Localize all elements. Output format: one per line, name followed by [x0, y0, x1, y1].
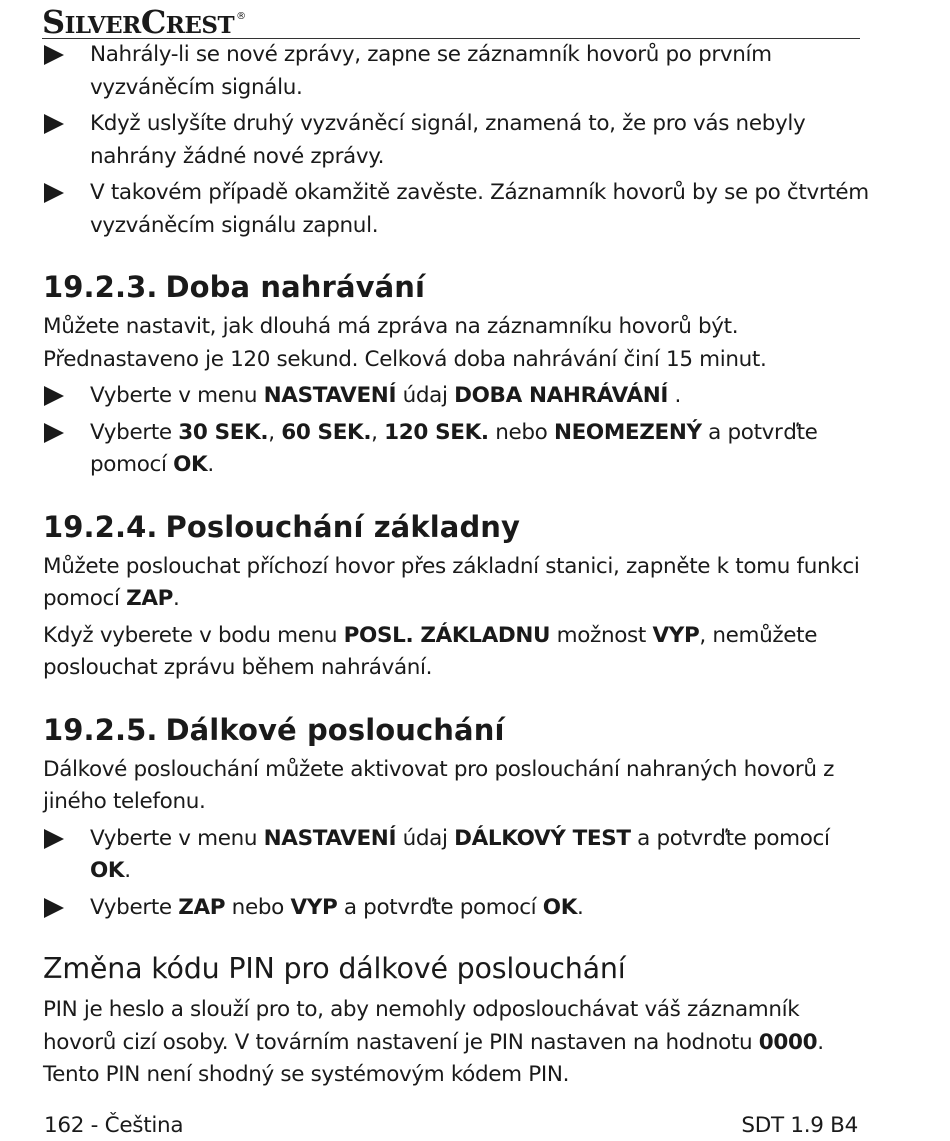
silvercrest-logo: SILVERCREST ® — [42, 3, 246, 41]
section-heading — [43, 508, 873, 546]
arrow-bullet-icon — [44, 45, 64, 65]
bullet-item: V takovém případě okamžitě zavěste. Záznamník hovorů by se po čtvrtém vyzváněcím signálu zapnul. — [43, 177, 873, 242]
bullet-item: Vyberte 30 SEK., 60 SEK., 120 SEK. nebo NEOMEZENÝ a potvrďte pomocí OK. — [43, 417, 873, 482]
bold-term: NASTAVENÍ — [263, 383, 397, 408]
bold-term: VYP — [652, 622, 700, 648]
arrow-bullet-icon — [44, 386, 64, 406]
bold-term: OK — [542, 894, 578, 920]
page-number: 162 - Čeština — [44, 1113, 184, 1138]
bold-term: 30 SEK. — [178, 419, 269, 445]
bold-term: 0000 — [758, 1029, 818, 1055]
manual-content — [43, 39, 873, 1096]
section-number: 19.2.5. — [43, 712, 158, 747]
bold-term: NASTAVENÍ — [263, 825, 397, 851]
section-title: Dálkové poslouchání — [165, 712, 505, 747]
paragraph: Můžete poslouchat příchozí hovor přes základní stanici, zapněte k tomu funkci pomocí ZAP. — [43, 553, 860, 611]
model-number: SDT 1.9 B4 — [741, 1113, 858, 1138]
bullet-item: Vyberte v menu NASTAVENÍ údaj DÁLKOVÝ TEST a potvrďte pomocí OK. — [43, 823, 873, 888]
section-number: 19.2.4. — [43, 509, 158, 544]
bold-term: 120 SEK. — [384, 419, 489, 445]
arrow-bullet-icon — [44, 423, 64, 443]
bullet-item: Nahrály-li se nové zprávy, zapne se záznamník hovorů po prvním vyzváněcím signálu. — [43, 39, 873, 104]
section-title: Poslouchání základny — [165, 509, 521, 544]
bold-term: OK — [173, 452, 208, 477]
page-header — [42, 0, 860, 39]
bullet-item: Když uslyšíte druhý vyzváněcí signál, znamená to, že pro vás nebyly nahrány žádné nové zprávy. — [43, 108, 873, 173]
arrow-bullet-icon — [44, 898, 64, 918]
bold-term: ZAP — [178, 894, 226, 920]
bullet-item: Vyberte v menu NASTAVENÍ údaj DOBA NAHRÁVÁNÍ . — [43, 380, 873, 413]
bullet-item: Vyberte ZAP nebo VYP a potvrďte pomocí OK. — [43, 892, 873, 925]
bold-term: NEOMEZENÝ — [553, 419, 702, 445]
section-heading — [43, 711, 873, 749]
bold-term: POSL. ZÁKLADNU — [343, 622, 551, 648]
bold-term: ZAP — [126, 586, 174, 611]
section-heading — [43, 268, 873, 306]
bold-term: OK — [90, 858, 125, 883]
arrow-bullet-icon — [44, 183, 64, 203]
paragraph: PIN je heslo a slouží pro to, aby nemohly odposlouchávat váš záznamník hovorů cizí osoby. V továrním nastavení je PIN nastaven na hodnotu 0000. Tento PIN není shodný se systémovým kódem PIN. — [43, 997, 824, 1087]
paragraph: Když vyberete v bodu menu POSL. ZÁKLADNU možnost VYP, nemůžete poslouchat zprávu během nahrávání. — [43, 622, 818, 680]
paragraph: Dálkové poslouchání můžete aktivovat pro poslouchání nahraných hovorů z jiného telefonu. — [43, 756, 835, 814]
arrow-bullet-icon — [44, 829, 64, 849]
section-title: Doba nahrávání — [165, 270, 426, 304]
bold-term: VYP — [290, 894, 338, 920]
arrow-bullet-icon — [44, 114, 64, 134]
subsection-heading: Změna kódu PIN pro dálkové poslouchání — [43, 952, 626, 985]
bold-term: DOBA NAHRÁVÁNÍ — [454, 383, 669, 408]
bold-term: 60 SEK. — [281, 419, 372, 445]
section-number: 19.2.3. — [43, 270, 158, 304]
bold-term: DÁLKOVÝ TEST — [454, 825, 631, 851]
paragraph: Můžete nastavit, jak dlouhá má zpráva na záznamníku hovorů být. Přednastaveno je 120 sekund. Celková doba nahrávání činí 15 minut. — [43, 314, 767, 372]
